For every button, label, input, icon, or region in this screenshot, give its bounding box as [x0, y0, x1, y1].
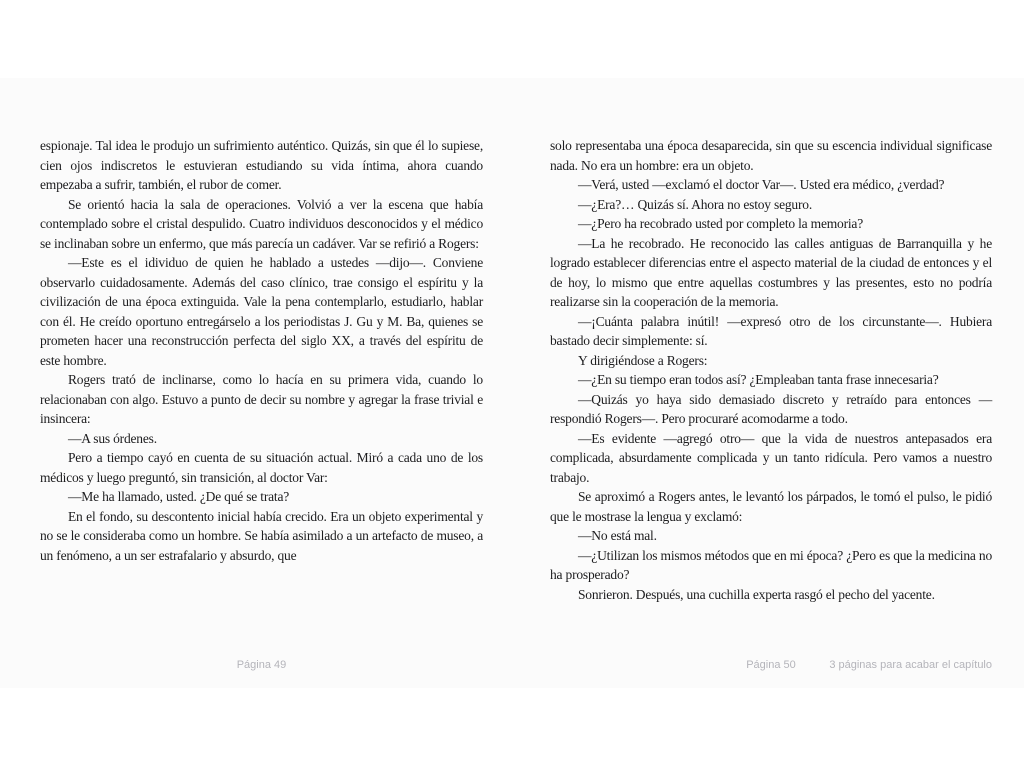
- paragraph: —¿Pero ha recobrado usted por completo la memoria?: [578, 216, 864, 231]
- paragraph: Sonrieron. Después, una cuchilla experta rasgó el pecho del yacente.: [578, 586, 935, 602]
- chapter-progress-label: 3 páginas para acabar el capítulo: [829, 659, 992, 671]
- footer-right: [550, 659, 992, 673]
- paragraph: —Es evidente —agregó otro— que la vida de nuestros antepasados era complicada, absurdamente complicada y un tanto ridícula. Pero vamos a nuestro trabajo.: [550, 430, 992, 485]
- paragraph: —Me ha llamado, usted. ¿De qué se trata?: [68, 489, 290, 504]
- paragraph: Se aproximó a Rogers antes, le levantó los párpados, le tomó el pulso, le pidió que le mostrase la lengua y exclamó:: [550, 489, 992, 524]
- paragraph: —¿Era?… Quizás sí. Ahora no estoy seguro.: [578, 196, 812, 212]
- paragraph: —¡Cuánta palabra inútil! —expresó otro de los circunstante—. Hubiera bastado decir simplemente: sí.: [550, 313, 992, 348]
- page-left[interactable]: [40, 136, 483, 565]
- paragraph: solo representaba una época desaparecida, sin que su escencia individual significase nada. No era un hombre: era un objeto.: [550, 138, 992, 173]
- paragraph: espionaje. Tal idea le produjo un sufrimiento auténtico. Quizás, sin que él lo supiese, cien ojos indiscretos le estuvieran estudiando su vida íntima, ahora cuando empezaba a sufrir, también, el rubor de comer.: [40, 138, 483, 192]
- paragraph: —Quizás yo haya sido demasiado discreto y retraído para entonces —respondió Rogers—. Pero procuraré acomodarme a todo.: [550, 391, 992, 426]
- paragraph: Rogers trató de inclinarse, como lo hacía en su primera vida, cuando lo relacionaban con algo. Estuvo a punto de decir su nombre y agregar la frase trivial e insincera:: [40, 372, 483, 426]
- reader-surface: [0, 78, 1024, 688]
- page-number-right: Página 50: [746, 659, 796, 671]
- paragraph: —Verá, usted —exclamó el doctor Var—. Usted era médico, ¿verdad?: [578, 177, 945, 192]
- paragraph: —La he recobrado. He reconocido las calles antiguas de Barranquilla y he logrado establecer diferencias entre el aspecto material de la ciudad de entonces y el de hoy, lo mismo que entre aquellas costumbres y las presentes, esto no podría realizarse sin la cooperación de la memoria.: [550, 235, 992, 309]
- paragraph: —Este es el idividuo de quien he hablado a ustedes —dijo—. Conviene observarlo cuidadosamente. Además del caso clínico, trae consigo el espíritu y la civilización de una época extinguida. Vale la pena contemplarlo, estudiarlo, hablar con él. He creído oportuno entregárselo a los periodistas J. Gu y M. Ba, quienes se prometen hacer una reconstrucción perfecta del siglo XX, a través del espíritu de este hombre.: [40, 255, 483, 368]
- paragraph: —A sus órdenes.: [68, 430, 157, 446]
- paragraph: En el fondo, su descontento inicial había crecido. Era un objeto experimental y no se le consideraba como un hombre. Se había asimilado a un artefacto de museo, a un fenómeno, a un ser estrafalario y absurdo, que: [40, 508, 483, 563]
- paragraph: Pero a tiempo cayó en cuenta de su situación actual. Miró a cada uno de los médicos y luego preguntó, sin transición, al doctor Var:: [40, 450, 483, 485]
- paragraph: Y dirigiéndose a Rogers:: [578, 352, 708, 368]
- paragraph: —¿En su tiempo eran todos así? ¿Empleaban tanta frase innecesaria?: [578, 372, 939, 387]
- page-number-left: Página 49: [236, 659, 287, 671]
- paragraph: Se orientó hacia la sala de operaciones. Volvió a ver la escena que había contemplado sobre el cristal despulido. Cuatro individuos desconocidos y el médico se inclinaban sobre un enfermo, que más parecía un cadáver. Var se refirió a Rogers:: [40, 196, 483, 251]
- page-right[interactable]: [550, 136, 992, 604]
- paragraph: —¿Utilizan los mismos métodos que en mi época? ¿Pero es que la medicina no ha prosperado?: [550, 547, 992, 582]
- paragraph: —No está mal.: [578, 528, 657, 543]
